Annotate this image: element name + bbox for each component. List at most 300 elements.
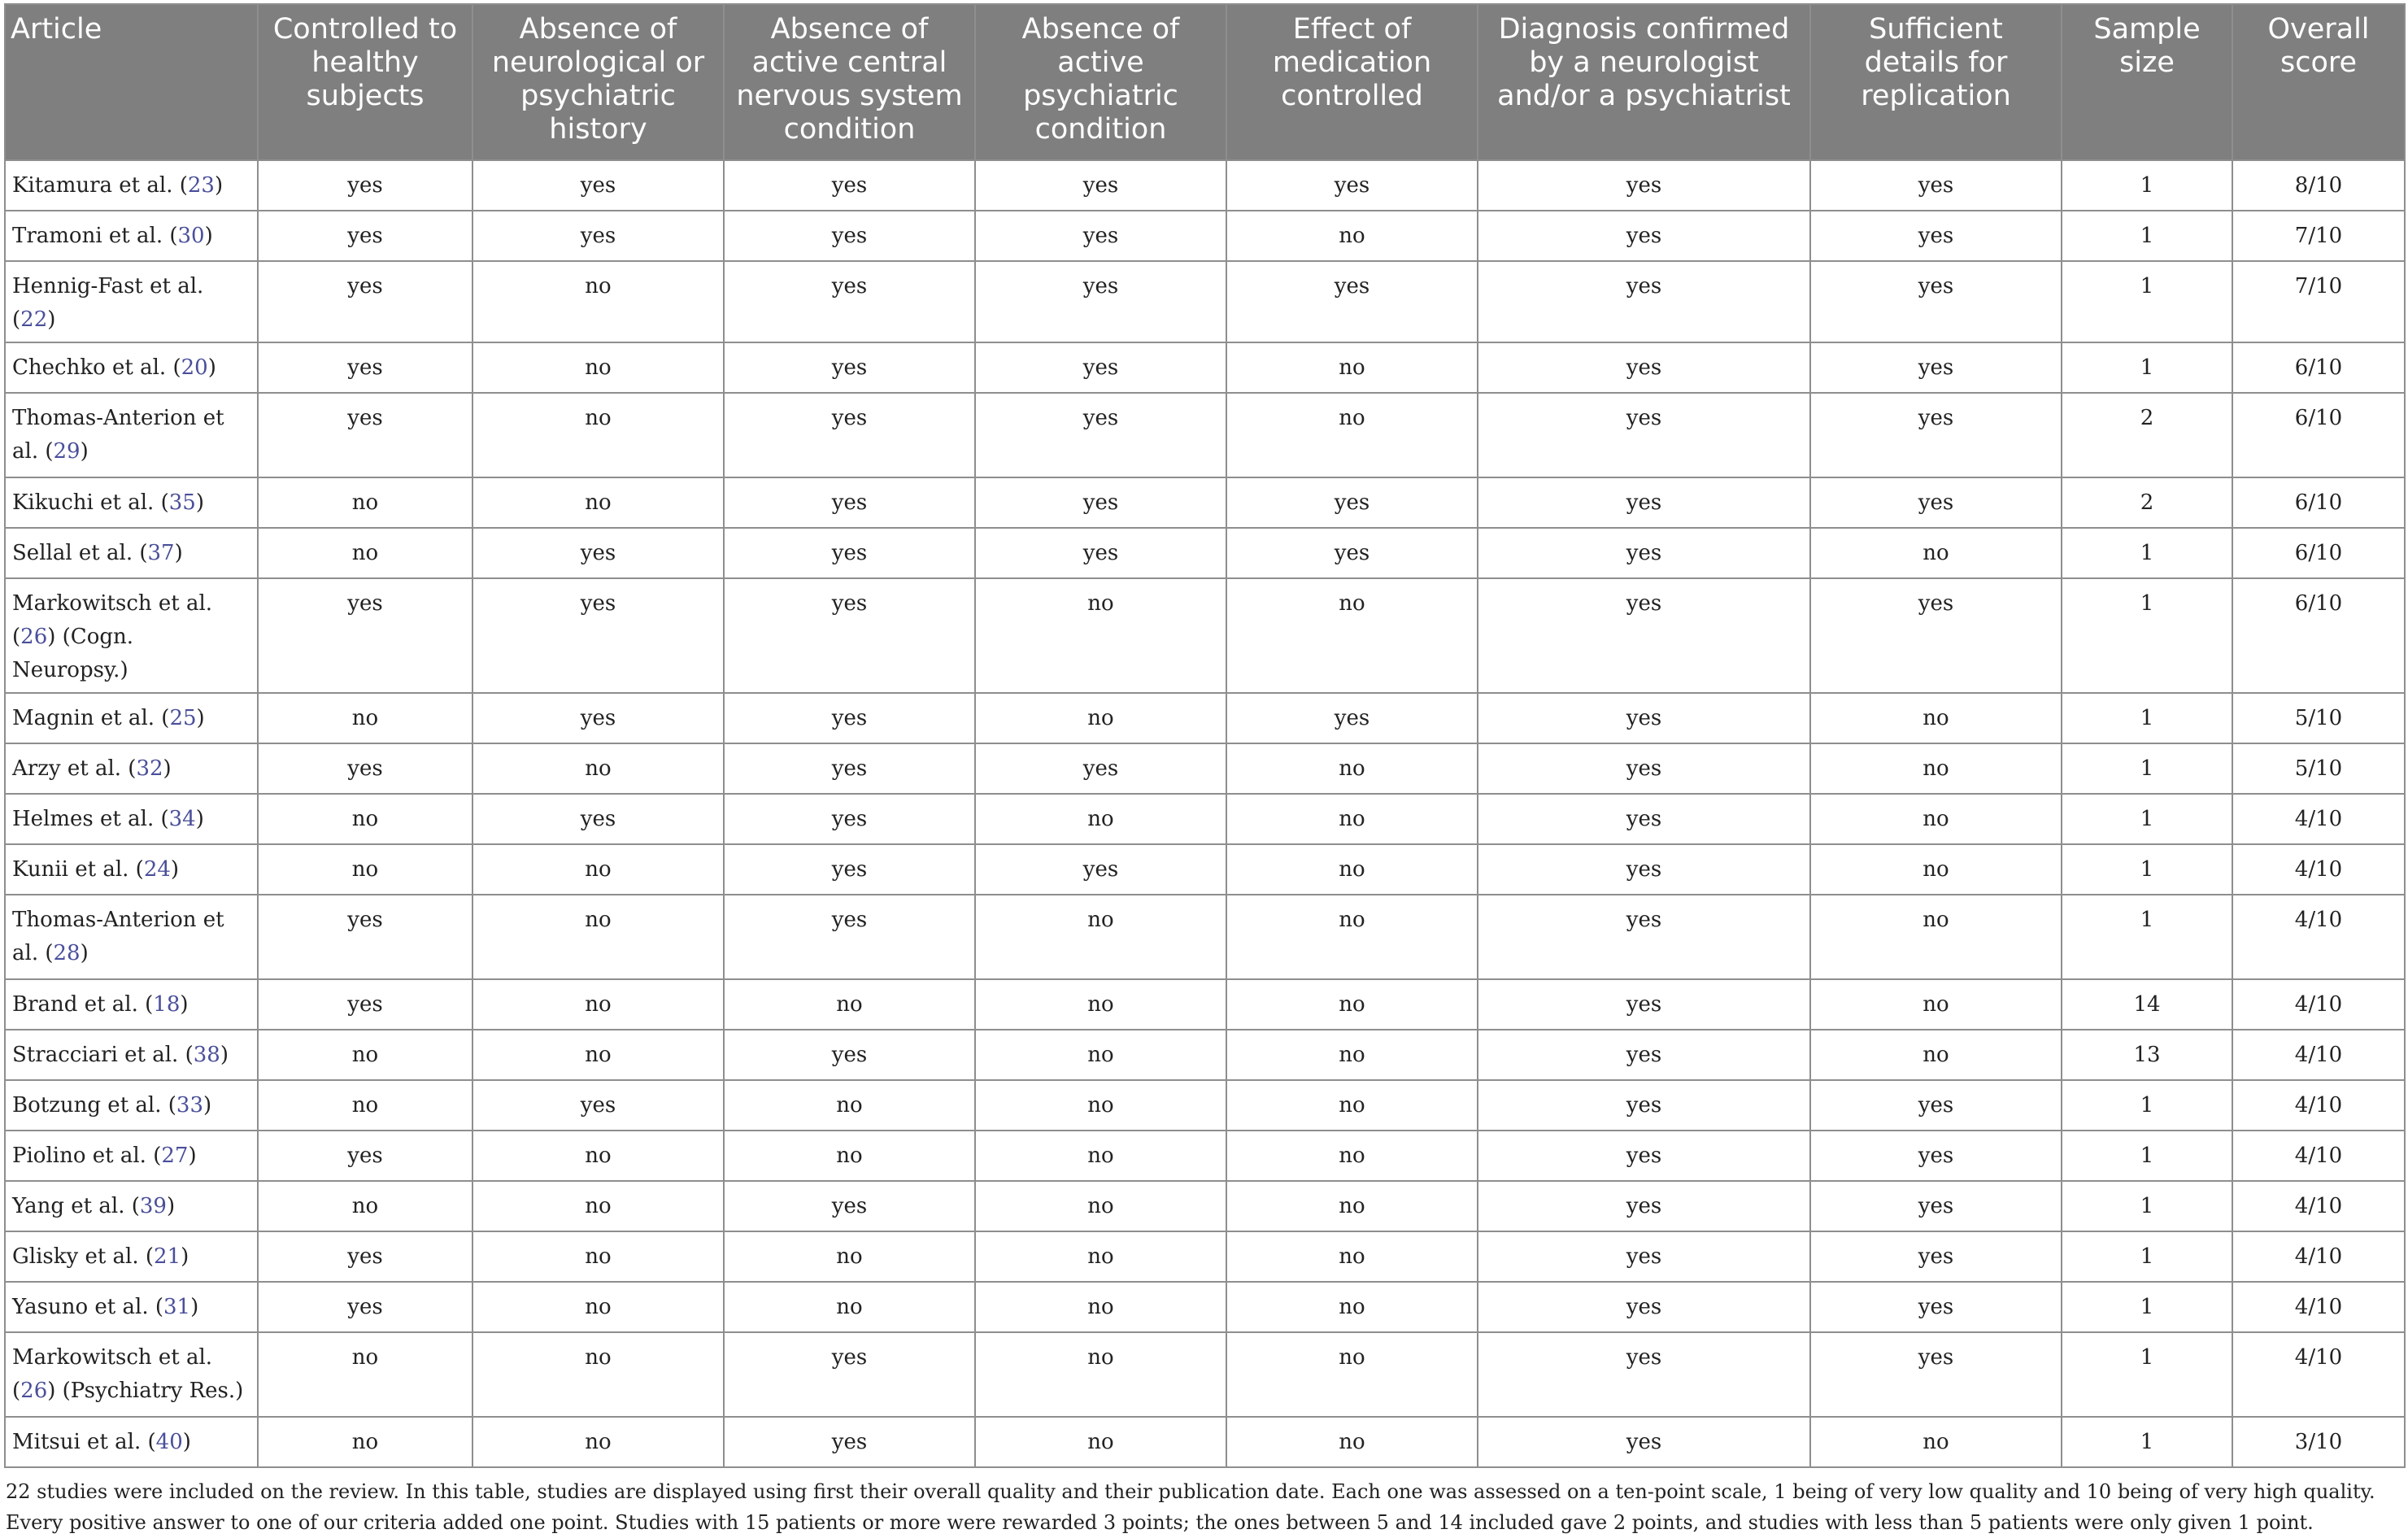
table-cell: no bbox=[472, 342, 724, 393]
article-suffix: ) bbox=[203, 1093, 212, 1118]
article-suffix: ) bbox=[182, 1430, 191, 1454]
article-suffix: ) bbox=[170, 857, 180, 882]
table-cell: yes bbox=[1810, 1131, 2062, 1181]
table-cell: 1 bbox=[2062, 1080, 2232, 1131]
table-cell: no bbox=[1810, 895, 2062, 979]
table-cell: no bbox=[1226, 1231, 1478, 1282]
column-header: Diagnosis confirmed by a neurologist and/or a psychiatrist bbox=[1478, 4, 1810, 160]
article-name: Magnin et al. ( bbox=[12, 706, 170, 730]
article-suffix: ) bbox=[181, 1244, 189, 1269]
table-cell: no bbox=[975, 794, 1226, 844]
table-cell: no bbox=[975, 895, 1226, 979]
table-cell: yes bbox=[1478, 211, 1810, 261]
table-cell: no bbox=[1810, 794, 2062, 844]
table-cell: no bbox=[1810, 979, 2062, 1030]
table-row bbox=[5, 693, 2405, 743]
table-row bbox=[5, 393, 2405, 477]
table-cell: 1 bbox=[2062, 1131, 2232, 1181]
table-cell: yes bbox=[258, 211, 472, 261]
reference-link[interactable]: 25 bbox=[169, 706, 197, 730]
table-cell: 1 bbox=[2062, 895, 2232, 979]
table-row bbox=[5, 1131, 2405, 1181]
table-row bbox=[5, 342, 2405, 393]
column-header: Absence of neurological or psychiatric history bbox=[472, 4, 724, 160]
article-suffix: ) bbox=[80, 941, 89, 965]
article-suffix: ) bbox=[166, 1194, 176, 1218]
table-cell: no bbox=[975, 979, 1226, 1030]
table-cell: 1 bbox=[2062, 261, 2232, 342]
table-row bbox=[5, 1282, 2405, 1332]
article-name: Thomas-Anterion et al. ( bbox=[12, 908, 224, 965]
article-cell bbox=[5, 1231, 258, 1282]
table-cell: no bbox=[258, 794, 472, 844]
article-cell bbox=[5, 1417, 258, 1467]
reference-link[interactable]: 21 bbox=[154, 1244, 181, 1269]
table-cell: 4/10 bbox=[2232, 1181, 2405, 1231]
table-row bbox=[5, 578, 2405, 693]
table-cell: 1 bbox=[2062, 1282, 2232, 1332]
table-cell: 1 bbox=[2062, 211, 2232, 261]
table-cell: yes bbox=[1810, 1231, 2062, 1282]
table-cell: 4/10 bbox=[2232, 1080, 2405, 1131]
article-name: Piolino et al. ( bbox=[12, 1144, 162, 1168]
table-cell: no bbox=[1226, 211, 1478, 261]
table-cell: no bbox=[724, 979, 975, 1030]
table-cell: 7/10 bbox=[2232, 211, 2405, 261]
table-cell: no bbox=[1810, 1030, 2062, 1080]
table-cell: yes bbox=[472, 693, 724, 743]
table-cell: 6/10 bbox=[2232, 393, 2405, 477]
article-suffix: ) (Psychiatry Res.) bbox=[47, 1379, 244, 1403]
reference-link[interactable]: 39 bbox=[139, 1194, 167, 1218]
article-suffix: ) bbox=[214, 173, 224, 198]
table-cell: no bbox=[975, 1332, 1226, 1417]
article-name: Markowitsch et al. ( bbox=[12, 591, 213, 649]
table-cell: 4/10 bbox=[2232, 1282, 2405, 1332]
table-cell: yes bbox=[1478, 743, 1810, 794]
table-cell: yes bbox=[1810, 1282, 2062, 1332]
table-cell: no bbox=[1810, 743, 2062, 794]
table-cell: yes bbox=[724, 528, 975, 578]
table-cell: no bbox=[724, 1231, 975, 1282]
column-header: Overall score bbox=[2232, 4, 2405, 160]
table-cell: yes bbox=[1478, 794, 1810, 844]
table-cell: 14 bbox=[2062, 979, 2232, 1030]
table-cell: yes bbox=[1810, 477, 2062, 528]
table-cell: yes bbox=[472, 1080, 724, 1131]
article-name: Thomas-Anterion et al. ( bbox=[12, 406, 224, 464]
table-cell: 2 bbox=[2062, 393, 2232, 477]
reference-link[interactable]: 30 bbox=[177, 224, 205, 248]
table-row bbox=[5, 1080, 2405, 1131]
article-name: Sellal et al. ( bbox=[12, 541, 148, 565]
table-cell: no bbox=[472, 743, 724, 794]
header-row bbox=[5, 4, 2405, 160]
table-cell: yes bbox=[975, 211, 1226, 261]
table-cell: yes bbox=[724, 1417, 975, 1467]
table-cell: yes bbox=[1810, 211, 2062, 261]
table-cell: yes bbox=[724, 844, 975, 895]
table-cell: 1 bbox=[2062, 1417, 2232, 1467]
table-footnote: 22 studies were included on the review. In this table, studies are displayed using first their overall quality and their publication date. Each one was assessed on a ten-point scale, 1 being of very low quality and 10 being of very high quality. Every positive answer to one of our criteria added one point. Studies with 15 patients or more were rewarded 3 points; the ones between 5 and 14 included gave 2 points, and studies with less than 5 patients were only given 1 point. bbox=[6, 1480, 2375, 1534]
article-name: Hennig-Fast et al. ( bbox=[12, 274, 204, 332]
table-cell: 1 bbox=[2062, 844, 2232, 895]
table-cell: yes bbox=[472, 528, 724, 578]
table-cell: yes bbox=[975, 393, 1226, 477]
table-cell: yes bbox=[258, 261, 472, 342]
reference-link[interactable]: 28 bbox=[53, 941, 81, 965]
article-cell bbox=[5, 1282, 258, 1332]
column-header: Absence of active psychiatric condition bbox=[975, 4, 1226, 160]
table-cell: yes bbox=[724, 693, 975, 743]
table-cell: no bbox=[258, 1181, 472, 1231]
table-cell: yes bbox=[472, 794, 724, 844]
table-cell: yes bbox=[1478, 1030, 1810, 1080]
table-cell: no bbox=[724, 1282, 975, 1332]
table-cell: 1 bbox=[2062, 794, 2232, 844]
table-cell: yes bbox=[1478, 160, 1810, 211]
table-cell: yes bbox=[724, 1181, 975, 1231]
table-row bbox=[5, 794, 2405, 844]
table-cell: 4/10 bbox=[2232, 794, 2405, 844]
table-cell: yes bbox=[258, 393, 472, 477]
article-cell bbox=[5, 528, 258, 578]
table-cell: yes bbox=[258, 1282, 472, 1332]
table-cell: yes bbox=[724, 794, 975, 844]
table-cell: 1 bbox=[2062, 743, 2232, 794]
article-cell bbox=[5, 160, 258, 211]
table-cell: no bbox=[258, 1417, 472, 1467]
table-row bbox=[5, 528, 2405, 578]
table-cell: 8/10 bbox=[2232, 160, 2405, 211]
table-cell: no bbox=[1226, 1131, 1478, 1181]
table-cell: no bbox=[975, 1030, 1226, 1080]
article-cell bbox=[5, 211, 258, 261]
article-name: Yasuno et al. ( bbox=[12, 1295, 163, 1319]
table-cell: yes bbox=[1810, 393, 2062, 477]
table-cell: yes bbox=[975, 477, 1226, 528]
table-cell: yes bbox=[258, 979, 472, 1030]
table-row bbox=[5, 1030, 2405, 1080]
article-suffix: ) bbox=[188, 1144, 197, 1168]
table-cell: 1 bbox=[2062, 160, 2232, 211]
table-cell: yes bbox=[724, 578, 975, 693]
table-body bbox=[5, 160, 2405, 1467]
table-cell: no bbox=[975, 578, 1226, 693]
table-cell: yes bbox=[472, 578, 724, 693]
reference-link[interactable]: 27 bbox=[161, 1144, 189, 1168]
table-cell: yes bbox=[975, 261, 1226, 342]
table-cell: 4/10 bbox=[2232, 895, 2405, 979]
table-row bbox=[5, 1332, 2405, 1417]
article-cell bbox=[5, 261, 258, 342]
table-cell: yes bbox=[1226, 261, 1478, 342]
table-cell: no bbox=[1810, 528, 2062, 578]
article-name: Kikuchi et al. ( bbox=[12, 490, 169, 515]
table-cell: no bbox=[1226, 844, 1478, 895]
table-cell: yes bbox=[975, 844, 1226, 895]
table-cell: no bbox=[1226, 1030, 1478, 1080]
table-cell: yes bbox=[1226, 160, 1478, 211]
article-suffix: ) bbox=[207, 355, 216, 380]
table-cell: no bbox=[975, 1282, 1226, 1332]
article-cell bbox=[5, 393, 258, 477]
table-cell: yes bbox=[258, 895, 472, 979]
table-row bbox=[5, 477, 2405, 528]
table-cell: no bbox=[1226, 1417, 1478, 1467]
article-cell bbox=[5, 743, 258, 794]
table-cell: yes bbox=[1478, 1282, 1810, 1332]
table-cell: yes bbox=[1478, 1231, 1810, 1282]
table-cell: no bbox=[1226, 1332, 1478, 1417]
table-cell: yes bbox=[724, 261, 975, 342]
table-cell: yes bbox=[724, 393, 975, 477]
table-row bbox=[5, 844, 2405, 895]
table-cell: yes bbox=[1478, 477, 1810, 528]
table-cell: no bbox=[975, 1231, 1226, 1282]
article-cell bbox=[5, 979, 258, 1030]
table-cell: no bbox=[975, 1417, 1226, 1467]
table-cell: yes bbox=[258, 578, 472, 693]
article-name: Glisky et al. ( bbox=[12, 1244, 155, 1269]
reference-link[interactable]: 22 bbox=[20, 307, 48, 332]
table-container bbox=[4, 3, 2404, 1538]
table-cell: no bbox=[724, 1080, 975, 1131]
reference-link[interactable]: 37 bbox=[147, 541, 175, 565]
table-cell: 1 bbox=[2062, 342, 2232, 393]
article-cell bbox=[5, 693, 258, 743]
article-name: Mitsui et al. ( bbox=[12, 1430, 156, 1454]
table-cell: yes bbox=[724, 743, 975, 794]
article-cell bbox=[5, 578, 258, 693]
reference-link[interactable]: 23 bbox=[187, 173, 215, 198]
article-cell bbox=[5, 1080, 258, 1131]
column-header: Article bbox=[5, 4, 258, 160]
table-cell: yes bbox=[1478, 979, 1810, 1030]
article-name: Arzy et al. ( bbox=[12, 756, 137, 781]
article-suffix: ) bbox=[47, 307, 56, 332]
table-cell: 1 bbox=[2062, 1231, 2232, 1282]
article-cell bbox=[5, 1181, 258, 1231]
table-cell: no bbox=[472, 1131, 724, 1181]
table-cell: no bbox=[472, 1332, 724, 1417]
table-cell: yes bbox=[724, 342, 975, 393]
table-cell: yes bbox=[724, 1030, 975, 1080]
article-suffix: ) bbox=[195, 807, 204, 831]
table-cell: no bbox=[1810, 1417, 2062, 1467]
reference-link[interactable]: 26 bbox=[20, 625, 48, 649]
table-cell: yes bbox=[1478, 261, 1810, 342]
table-cell: 1 bbox=[2062, 1332, 2232, 1417]
table-cell: 7/10 bbox=[2232, 261, 2405, 342]
article-cell bbox=[5, 794, 258, 844]
article-suffix: ) (Cogn. Neuropsy.) bbox=[12, 625, 134, 682]
table-cell: 4/10 bbox=[2232, 844, 2405, 895]
article-cell bbox=[5, 1030, 258, 1080]
article-name: Brand et al. ( bbox=[12, 992, 154, 1017]
table-cell: yes bbox=[472, 160, 724, 211]
article-name: Yang et al. ( bbox=[12, 1194, 140, 1218]
quality-assessment-table bbox=[4, 3, 2406, 1468]
table-cell: no bbox=[1226, 743, 1478, 794]
reference-link[interactable]: 20 bbox=[181, 355, 208, 380]
table-row bbox=[5, 211, 2405, 261]
table-cell: no bbox=[472, 1231, 724, 1282]
table-cell: no bbox=[258, 844, 472, 895]
table-cell: yes bbox=[975, 743, 1226, 794]
table-cell: yes bbox=[1478, 1332, 1810, 1417]
article-suffix: ) bbox=[196, 706, 205, 730]
table-cell: yes bbox=[1810, 1332, 2062, 1417]
article-name: Helmes et al. ( bbox=[12, 807, 169, 831]
table-cell: yes bbox=[1810, 1181, 2062, 1231]
table-row bbox=[5, 261, 2405, 342]
table-cell: yes bbox=[1810, 160, 2062, 211]
table-cell: yes bbox=[975, 160, 1226, 211]
table-cell: 5/10 bbox=[2232, 743, 2405, 794]
table-cell: no bbox=[1226, 895, 1478, 979]
table-row bbox=[5, 160, 2405, 211]
table-cell: no bbox=[258, 528, 472, 578]
table-cell: yes bbox=[1226, 693, 1478, 743]
article-suffix: ) bbox=[204, 224, 213, 248]
column-header: Sufficient details for replication bbox=[1810, 4, 2062, 160]
table-cell: yes bbox=[1478, 1181, 1810, 1231]
article-suffix: ) bbox=[80, 439, 89, 464]
article-suffix: ) bbox=[174, 541, 183, 565]
table-cell: 1 bbox=[2062, 1181, 2232, 1231]
table-cell: no bbox=[1226, 1282, 1478, 1332]
article-name: Kitamura et al. ( bbox=[12, 173, 188, 198]
table-row bbox=[5, 1181, 2405, 1231]
column-header: Effect of medication controlled bbox=[1226, 4, 1478, 160]
table-cell: no bbox=[472, 261, 724, 342]
table-row bbox=[5, 743, 2405, 794]
table-cell: no bbox=[1226, 393, 1478, 477]
article-cell bbox=[5, 895, 258, 979]
reference-link[interactable]: 24 bbox=[143, 857, 171, 882]
table-cell: no bbox=[472, 477, 724, 528]
table-cell: 13 bbox=[2062, 1030, 2232, 1080]
table-cell: no bbox=[975, 1080, 1226, 1131]
table-cell: 2 bbox=[2062, 477, 2232, 528]
table-cell: yes bbox=[1226, 528, 1478, 578]
reference-link[interactable]: 33 bbox=[176, 1093, 203, 1118]
table-cell: 1 bbox=[2062, 528, 2232, 578]
table-cell: no bbox=[975, 1131, 1226, 1181]
table-cell: yes bbox=[1478, 693, 1810, 743]
table-cell: no bbox=[472, 1181, 724, 1231]
reference-link[interactable]: 18 bbox=[153, 992, 181, 1017]
article-suffix: ) bbox=[195, 490, 204, 515]
table-cell: yes bbox=[258, 1131, 472, 1181]
column-header: Absence of active central nervous system condition bbox=[724, 4, 975, 160]
table-cell: no bbox=[472, 1030, 724, 1080]
table-cell: no bbox=[1226, 1080, 1478, 1131]
article-cell bbox=[5, 1332, 258, 1417]
table-cell: no bbox=[975, 1181, 1226, 1231]
column-header: Sample size bbox=[2062, 4, 2232, 160]
article-suffix: ) bbox=[220, 1043, 229, 1067]
table-cell: no bbox=[1226, 1181, 1478, 1231]
table-cell: no bbox=[258, 477, 472, 528]
table-cell: no bbox=[472, 895, 724, 979]
table-cell: yes bbox=[1478, 895, 1810, 979]
reference-link[interactable]: 32 bbox=[136, 756, 163, 781]
table-cell: yes bbox=[724, 160, 975, 211]
table-cell: 4/10 bbox=[2232, 1030, 2405, 1080]
article-suffix: ) bbox=[190, 1295, 199, 1319]
table-cell: yes bbox=[1478, 844, 1810, 895]
table-cell: yes bbox=[975, 342, 1226, 393]
table-cell: 6/10 bbox=[2232, 528, 2405, 578]
table-cell: yes bbox=[724, 895, 975, 979]
table-cell: 4/10 bbox=[2232, 1231, 2405, 1282]
table-cell: no bbox=[1226, 979, 1478, 1030]
article-cell bbox=[5, 1131, 258, 1181]
table-cell: 1 bbox=[2062, 578, 2232, 693]
table-cell: no bbox=[258, 693, 472, 743]
table-cell: 4/10 bbox=[2232, 1131, 2405, 1181]
table-cell: yes bbox=[1478, 578, 1810, 693]
table-cell: 4/10 bbox=[2232, 1332, 2405, 1417]
table-cell: no bbox=[1226, 342, 1478, 393]
table-cell: yes bbox=[1478, 1417, 1810, 1467]
table-cell: no bbox=[258, 1080, 472, 1131]
reference-link[interactable]: 40 bbox=[155, 1430, 183, 1454]
reference-link[interactable]: 31 bbox=[163, 1295, 191, 1319]
reference-link[interactable]: 29 bbox=[53, 439, 81, 464]
article-name: Kunii et al. ( bbox=[12, 857, 144, 882]
table-cell: 1 bbox=[2062, 693, 2232, 743]
table-row bbox=[5, 1417, 2405, 1467]
article-name: Chechko et al. ( bbox=[12, 355, 181, 380]
reference-link[interactable]: 34 bbox=[168, 807, 196, 831]
table-cell: yes bbox=[472, 211, 724, 261]
table-cell: yes bbox=[258, 160, 472, 211]
table-cell: yes bbox=[1478, 1080, 1810, 1131]
table-cell: yes bbox=[1226, 477, 1478, 528]
table-cell: yes bbox=[975, 528, 1226, 578]
table-cell: no bbox=[1810, 693, 2062, 743]
table-cell: no bbox=[258, 1332, 472, 1417]
table-cell: yes bbox=[1478, 393, 1810, 477]
table-cell: no bbox=[1810, 844, 2062, 895]
table-cell: no bbox=[1226, 578, 1478, 693]
table-cell: yes bbox=[1810, 578, 2062, 693]
table-row bbox=[5, 895, 2405, 979]
table-row bbox=[5, 979, 2405, 1030]
table-cell: no bbox=[724, 1131, 975, 1181]
reference-link[interactable]: 35 bbox=[168, 490, 196, 515]
article-name: Tramoni et al. ( bbox=[12, 224, 178, 248]
reference-link[interactable]: 26 bbox=[20, 1379, 48, 1403]
article-suffix: ) bbox=[180, 992, 189, 1017]
table-cell: yes bbox=[1810, 342, 2062, 393]
article-cell bbox=[5, 477, 258, 528]
table-cell: no bbox=[258, 1030, 472, 1080]
article-name: Stracciari et al. ( bbox=[12, 1043, 194, 1067]
reference-link[interactable]: 38 bbox=[193, 1043, 220, 1067]
table-cell: 6/10 bbox=[2232, 477, 2405, 528]
article-name: Botzung et al. ( bbox=[12, 1093, 176, 1118]
table-cell: no bbox=[472, 393, 724, 477]
table-row bbox=[5, 1231, 2405, 1282]
table-cell: yes bbox=[1810, 261, 2062, 342]
table-cell: yes bbox=[724, 477, 975, 528]
table-cell: yes bbox=[1478, 342, 1810, 393]
table-cell: yes bbox=[724, 1332, 975, 1417]
